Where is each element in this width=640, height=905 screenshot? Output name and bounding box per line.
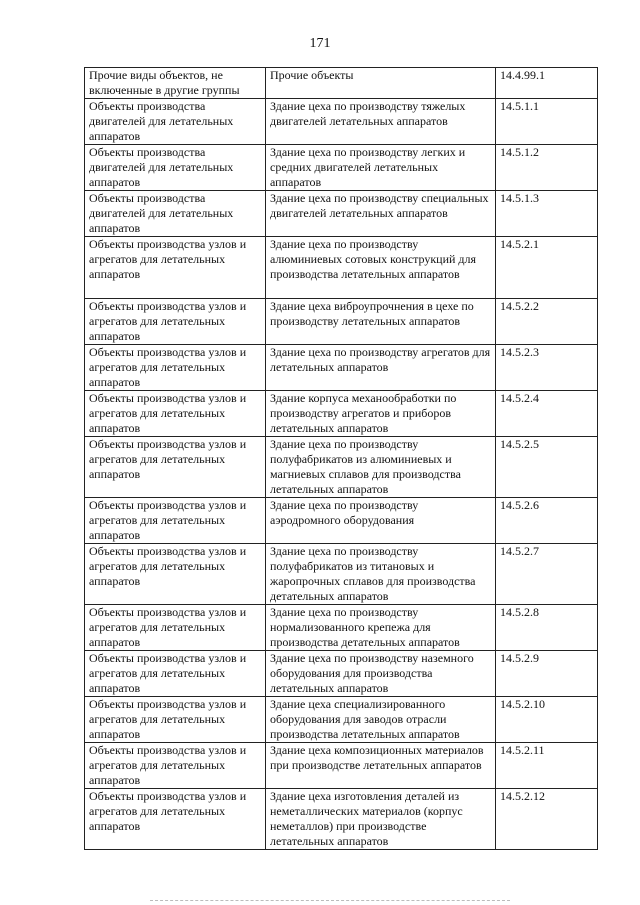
- code-cell: 14.5.2.7: [496, 544, 598, 605]
- code-cell: 14.5.2.10: [496, 697, 598, 743]
- object-cell: Здание цеха по производству аэродромного оборудования: [266, 498, 496, 544]
- page-number: 171: [309, 36, 331, 51]
- table-row: [85, 437, 598, 498]
- group-cell: Объекты производства узлов и агрегатов для летательных аппаратов: [85, 299, 266, 345]
- group-cell: Объекты производства узлов и агрегатов для летательных аппаратов: [85, 651, 266, 697]
- object-cell: Здание цеха композиционных материалов при производстве летательных аппаратов: [266, 743, 496, 789]
- group-cell: Объекты производства узлов и агрегатов для летательных аппаратов: [85, 743, 266, 789]
- object-cell: Прочие объекты: [266, 68, 496, 99]
- code-cell: 14.5.1.1: [496, 99, 598, 145]
- object-cell: Здание цеха по производству легких и средних двигателей летательных аппаратов: [266, 145, 496, 191]
- group-cell: Объекты производства узлов и агрегатов для летательных аппаратов: [85, 697, 266, 743]
- table-row: [85, 237, 598, 299]
- table-row: [85, 345, 598, 391]
- group-cell: Объекты производства узлов и агрегатов для летательных аппаратов: [85, 789, 266, 850]
- group-cell: Объекты производства узлов и агрегатов для летательных аппаратов: [85, 237, 266, 299]
- group-cell: Объекты производства узлов и агрегатов для летательных аппаратов: [85, 391, 266, 437]
- code-cell: 14.5.2.8: [496, 605, 598, 651]
- table-row: [85, 651, 598, 697]
- group-cell: Объекты производства узлов и агрегатов для летательных аппаратов: [85, 544, 266, 605]
- code-cell: 14.5.1.2: [496, 145, 598, 191]
- group-cell: Объекты производства узлов и агрегатов для летательных аппаратов: [85, 605, 266, 651]
- group-cell: Объекты производства двигателей для летательных аппаратов: [85, 99, 266, 145]
- table-row: [85, 99, 598, 145]
- object-cell: Здание цеха специализированного оборудования для заводов отрасли производства летательных аппаратов: [266, 697, 496, 743]
- group-cell: Объекты производства узлов и агрегатов для летательных аппаратов: [85, 498, 266, 544]
- table-row: [85, 605, 598, 651]
- code-cell: 14.5.2.2: [496, 299, 598, 345]
- code-cell: 14.5.2.9: [496, 651, 598, 697]
- object-cell: Здание цеха по производству агрегатов для летательных аппаратов: [266, 345, 496, 391]
- code-cell: 14.5.2.4: [496, 391, 598, 437]
- object-cell: Здание цеха изготовления деталей из неметаллических материалов (корпус неметаллов) при производстве летательных аппаратов: [266, 789, 496, 850]
- object-cell: Здание корпуса механообработки по производству агрегатов и приборов летательных аппаратов: [266, 391, 496, 437]
- group-cell: Объекты производства двигателей для летательных аппаратов: [85, 191, 266, 237]
- table-row: [85, 498, 598, 544]
- table-row: [85, 544, 598, 605]
- code-cell: 14.5.2.1: [496, 237, 598, 299]
- table-row: [85, 697, 598, 743]
- group-cell: Объекты производства двигателей для летательных аппаратов: [85, 145, 266, 191]
- table-row: [85, 68, 598, 99]
- table-row: [85, 299, 598, 345]
- code-cell: 14.4.99.1: [496, 68, 598, 99]
- object-cell: Здание цеха по производству полуфабрикатов из алюминиевых и магниевых сплавов для производства летательных аппаратов: [266, 437, 496, 498]
- object-cell: Здание цеха по производству алюминиевых сотовых конструкций для производства летательных аппаратов: [266, 237, 496, 299]
- table-row: [85, 145, 598, 191]
- object-cell: Здание цеха по производству наземного оборудования для производства летательных аппаратов: [266, 651, 496, 697]
- code-cell: 14.5.2.11: [496, 743, 598, 789]
- table-row: [85, 743, 598, 789]
- code-cell: 14.5.2.12: [496, 789, 598, 850]
- code-cell: 14.5.1.3: [496, 191, 598, 237]
- group-cell: Объекты производства узлов и агрегатов для летательных аппаратов: [85, 345, 266, 391]
- table-row: [85, 191, 598, 237]
- group-cell: Объекты производства узлов и агрегатов для летательных аппаратов: [85, 437, 266, 498]
- code-cell: 14.5.2.5: [496, 437, 598, 498]
- objects-table: [84, 67, 598, 850]
- table-row: [85, 391, 598, 437]
- object-cell: Здание цеха по производству тяжелых двигателей летательных аппаратов: [266, 99, 496, 145]
- object-cell: Здание цеха по производству нормализованного крепежа для производства детательных аппаратов: [266, 605, 496, 651]
- object-cell: Здание цеха по производству специальных двигателей летательных аппаратов: [266, 191, 496, 237]
- table-row: [85, 789, 598, 850]
- group-cell: Прочие виды объектов, не включенные в другие группы: [85, 68, 266, 99]
- code-cell: 14.5.2.6: [496, 498, 598, 544]
- code-cell: 14.5.2.3: [496, 345, 598, 391]
- object-cell: Здание цеха по производству полуфабрикатов из титановых и жаропрочных сплавов для производства детательных аппаратов: [266, 544, 496, 605]
- bottom-divider: [150, 900, 510, 901]
- object-cell: Здание цеха виброупрочнения в цехе по производству летательных аппаратов: [266, 299, 496, 345]
